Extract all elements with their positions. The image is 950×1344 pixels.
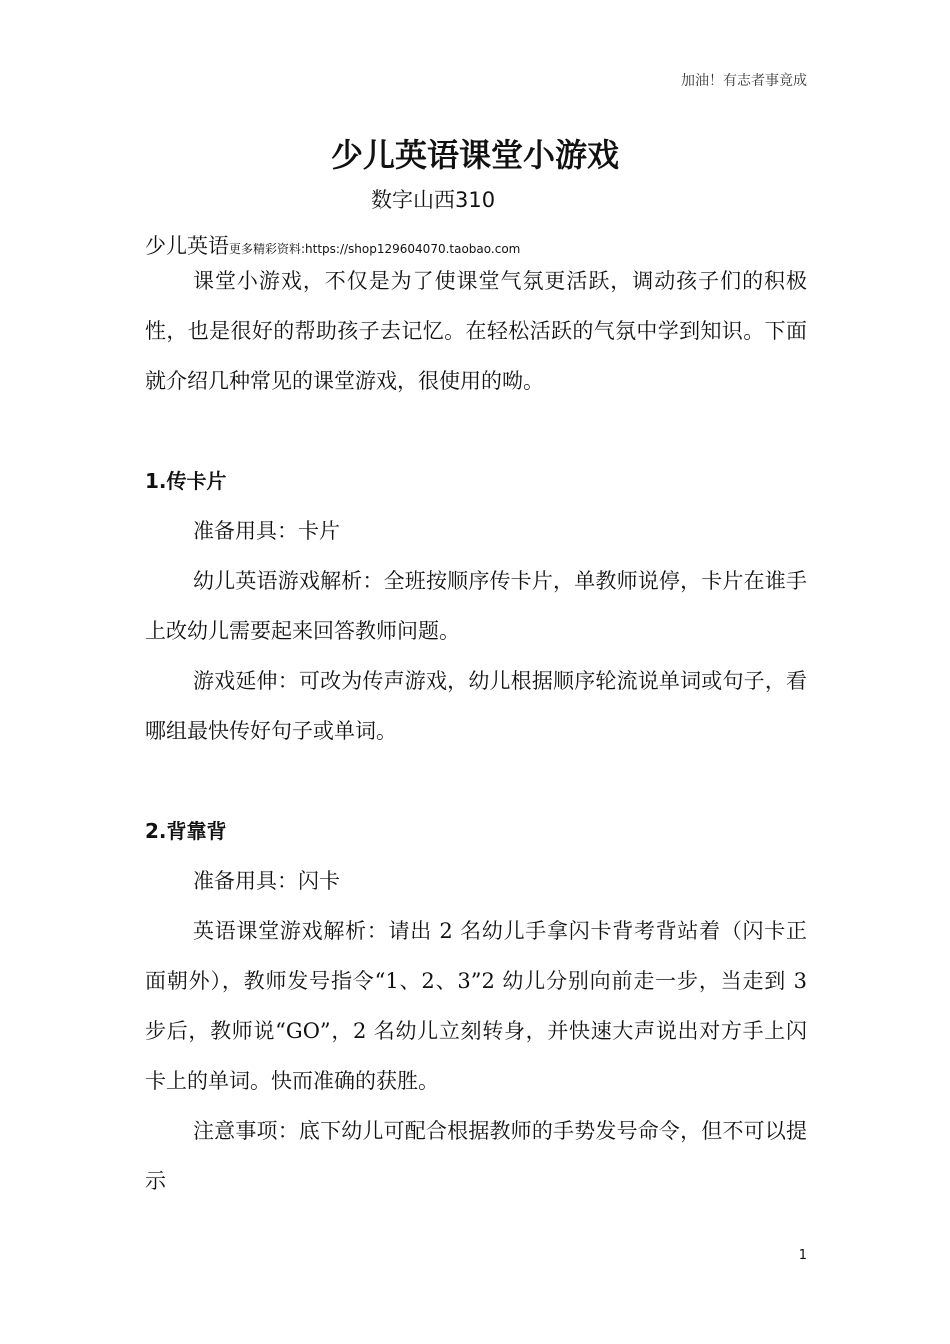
section-spacer [145, 406, 807, 456]
section-spacer [145, 756, 807, 806]
document-subtitle: 数字山西310 [371, 188, 496, 212]
section-paragraph: 英语课堂游戏解析：请出 2 名幼儿手拿闪卡背考背站着（闪卡正面朝外），教师发号指令“1、2、3”2 幼儿分别向前走一步，当走到 3 步后，教师说“GO”，2 名幼儿立刻转身，并快速大声说出对方手上闪卡上的单词。快而准确的获胜。 [145, 919, 807, 1093]
source-link[interactable]: 更多精彩资料:https://shop129604070.taobao.com [229, 242, 521, 256]
document-title: 少儿英语课堂小游戏 [330, 136, 619, 174]
section-pass-card [145, 456, 807, 756]
section-paragraph: 准备用具：卡片 [193, 519, 340, 543]
section-back-to-back [145, 806, 807, 1206]
page-number: 1 [798, 1248, 807, 1263]
section-heading: 1.传卡片 [145, 469, 227, 493]
section-paragraph: 准备用具：闪卡 [193, 869, 340, 893]
section-paragraph: 游戏延伸：可改为传声游戏，幼儿根据顺序轮流说单词或句子，看哪组最快传好句子或单词。 [145, 669, 807, 743]
document-body [145, 256, 807, 1206]
header-note: 加油！有志者事竟成 [681, 73, 807, 89]
section-paragraph: 注意事项：底下幼儿可配合根据教师的手势发号命令，但不可以提示 [145, 1119, 807, 1193]
section-paragraph: 幼儿英语游戏解析：全班按顺序传卡片，单教师说停，卡片在谁手上改幼儿需要起来回答教师问题。 [145, 569, 807, 643]
section-heading: 2.背靠背 [145, 819, 227, 843]
intro-paragraph: 课堂小游戏，不仅是为了使课堂气氛更活跃，调动孩子们的积极性，也是很好的帮助孩子去记忆。在轻松活跃的气氛中学到知识。下面就介绍几种常见的课堂游戏，很使用的呦。 [145, 269, 807, 393]
source-label: 少儿英语 [145, 234, 229, 258]
